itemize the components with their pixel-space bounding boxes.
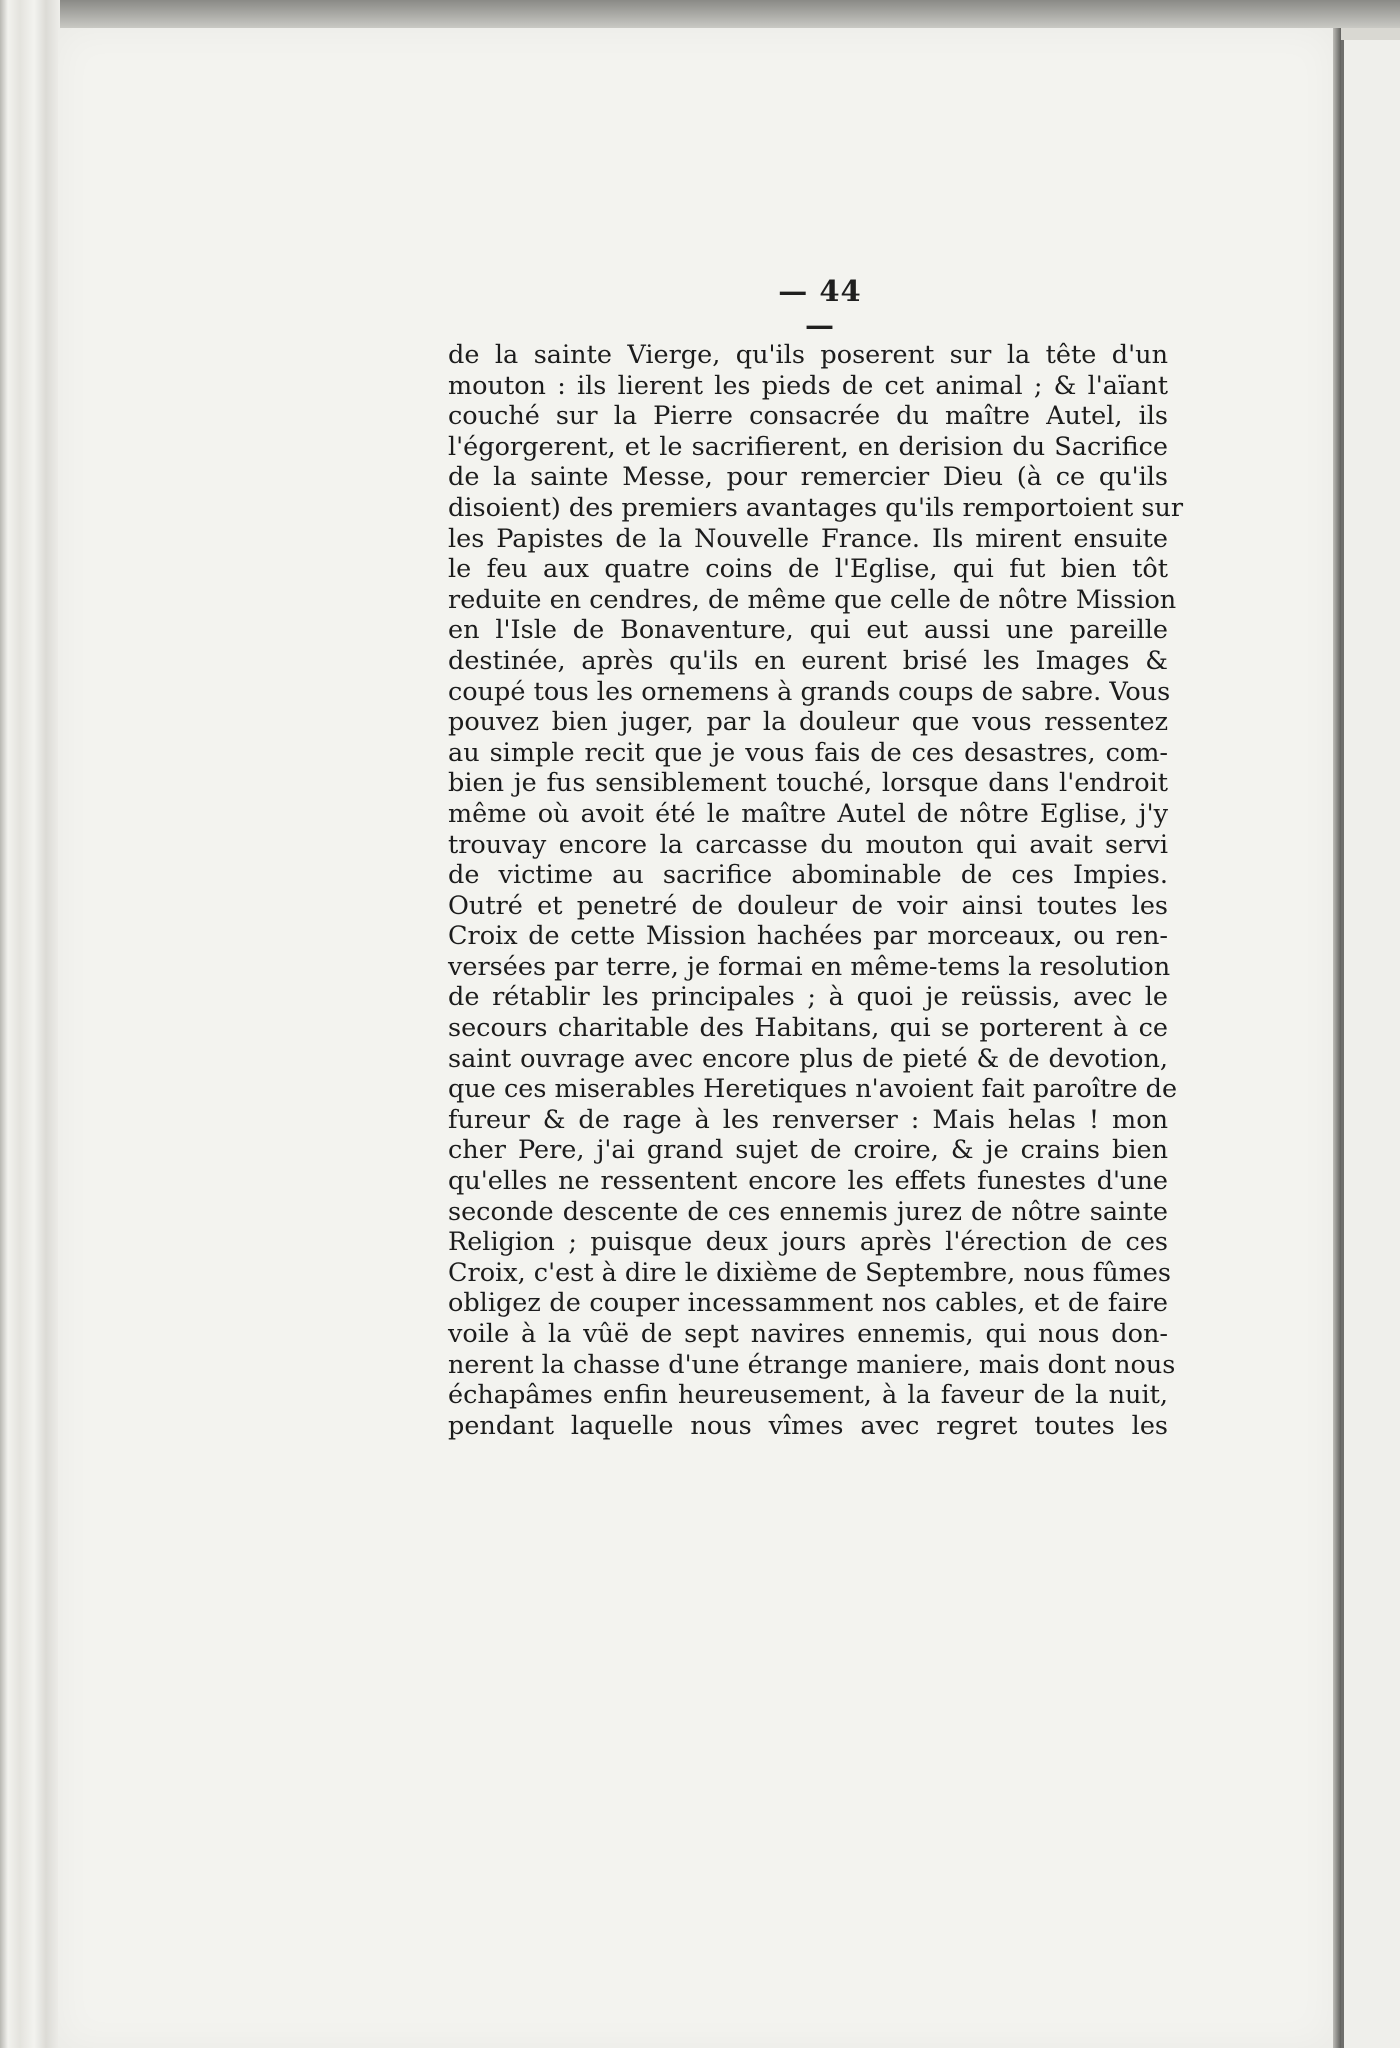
book-binding-edge [0,0,60,2048]
text-line: en l'Isle de Bonaventure, qui eut aussi une pareille [448,615,1168,646]
text-line: cher Pere, j'ai grand sujet de croire, & je crains bien [448,1135,1168,1166]
text-line: même où avoit été le maître Autel de nôtre Eglise, j'y [448,798,1168,829]
facing-page-edge [1341,40,1400,2048]
text-line: fureur & de rage à les renverser : Mais helas ! mon [448,1104,1168,1135]
text-line: l'égorgerent, et le sacrifierent, en derision du Sacrifice [448,431,1168,462]
text-line: Croix de cette Mission hachées par morceaux, ou ren- [448,921,1168,952]
text-line: échapâmes enfin heureusement, à la faveur de la nuit, [448,1380,1168,1411]
text-line: secours charitable des Habitans, qui se porterent à ce [448,1013,1168,1044]
scan-top-edge [0,0,1400,28]
text-line: que ces miserables Heretiques n'avoient fait paroître de [448,1074,1178,1105]
text-line: le feu aux quatre coins de l'Eglise, qui fut bien tôt [448,554,1168,585]
text-line: reduite en cendres, de même que celle de nôtre Mission [448,584,1177,615]
text-line: coupé tous les ornemens à grands coups de sabre. Vous [448,676,1171,707]
text-line: de victime au sacrifice abominable de ces Impies. [448,860,1168,891]
text-line: les Papistes de la Nouvelle France. Ils mirent ensuite [448,523,1168,554]
text-line: destinée, après qu'ils en eurent brisé les Images & [448,645,1168,676]
text-line: mouton : ils lierent les pieds de cet animal ; & l'aïant [448,370,1168,401]
text-line: Croix, c'est à dire le dixième de Septembre, nous fûmes [448,1257,1171,1288]
text-line: de la sainte Messe, pour remercier Dieu (à ce qu'ils [448,462,1168,493]
text-line: seconde descente de ces ennemis jurez de nôtre sainte [448,1196,1168,1227]
body-text [448,340,1184,1441]
text-line: qu'elles ne ressentent encore les effets funestes d'une [448,1166,1168,1197]
text-line: saint ouvrage avec encore plus de pieté & de devotion, [448,1043,1168,1074]
text-line: Outré et penetré de douleur de voir ainsi toutes les [448,890,1168,921]
text-line: nerent la chasse d'une étrange maniere, mais dont nous [448,1349,1176,1380]
text-line: pendant laquelle nous vîmes avec regret toutes les [448,1410,1168,1441]
text-line: bien je fus sensiblement touché, lorsque dans l'endroit [448,768,1168,799]
text-line: Religion ; puisque deux jours après l'érection de ces [448,1227,1168,1258]
page-right-shadow [1333,28,1341,2048]
text-line: obligez de couper incessamment nos cables, et de faire [448,1288,1168,1319]
text-line: trouvay encore la carcasse du mouton qui avait servi [448,829,1168,860]
text-line: disoient) des premiers avantages qu'ils remportoient sur [448,492,1184,523]
text-line: voile à la vûë de sept navires ennemis, qui nous don- [448,1319,1168,1349]
text-line: pouvez bien juger, par la douleur que vous ressentez [448,707,1168,738]
page-number: — 44 — [778,274,862,342]
text-line: couché sur la Pierre consacrée du maître Autel, ils [448,401,1168,432]
text-line: de la sainte Vierge, qu'ils poserent sur la tête d'un [448,340,1168,370]
text-line: au simple recit que je vous fais de ces desastres, com- [448,737,1168,768]
text-line: versées par terre, je formai en même-tems la resolution [448,951,1171,982]
text-line: de rétablir les principales ; à quoi je reüssis, avec le [448,982,1168,1013]
